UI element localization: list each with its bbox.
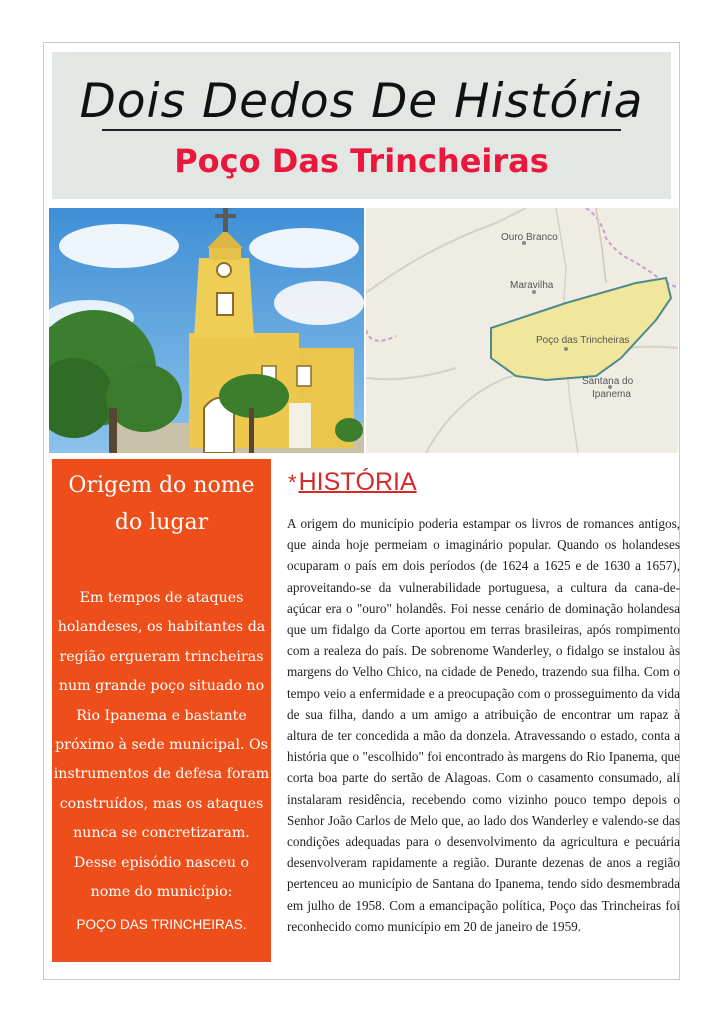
map-label-ouro-branco: Ouro Branco — [501, 232, 558, 243]
history-heading — [288, 468, 417, 497]
map-label-ipanema: Ipanema — [592, 389, 631, 400]
church-photo — [49, 208, 364, 453]
map-label-poco: Poço das Trincheiras — [536, 335, 630, 346]
sidebar-title: Origem do nome do lugar — [68, 473, 255, 535]
history-heading-text: HISTÓRIA — [298, 468, 417, 496]
history-body: A origem do município poderia estampar os livros de romances antigos, que ainda hoje permeiam o imaginário popular. Quando os holandeses ocuparam o país em dois períodos (de 1624 a 1625 e de 1630 a 1657), aproveitando-se da vulnerabilidade portuguesa, a cultura da cana-de-açúcar era o "ouro" holandês. Foi nesse cenário de dominação holandesa que um fidalgo da Corte aportou em terras brasileiras, após rompimento com a realeza do país. De sobrenome Wanderley, o fidalgo se instalou às margens do Velho Chico, na cidade de Penedo, trazendo sua filha. Com o tempo veio a enfermidade e a preocupação com o prosseguimento da vida de sua filha, dando a um amigo a atribuição de encontrar um rapaz à altura de ter concedida a mão da donzela. Atravessando o estado, conta a história que o "escolhido" foi encontrado às margens do Rio Ipanema, que corta boa parte do sertão de Alagoas. Com o casamento consumado, ali instalaram residência, recebendo como vizinho pouco tempo depois o Senhor João Carlos de Melo que, ao lado dos Wanderley e valendo-se das condições adequadas para o desenvolvimento da agricultura e pecuária desenvolveram rapidamente a região. Durante dezenas de anos a região pertenceu ao município de Santana do Ipanema, tendo sido desmembrada em julho de 1958. Com a emancipação política, Poço das Trincheiras foi reconhecido como município em 20 de janeiro de 1959. — [287, 516, 680, 934]
map-label-santana: Santana do — [582, 376, 634, 387]
sidebar-text: Em tempos de ataques holandeses, os habitantes da região ergueram trincheiras num grande poço situado no Rio Ipanema e bastante próximo à sede municipal. Os instrumentos de defesa foram construídos, mas os ataques nunca se concretizaram. Desse episódio nasceu o nome do município: — [53, 590, 270, 901]
page-title: Dois Dedos De História — [79, 74, 644, 129]
map-label-maravilha: Maravilha — [510, 280, 554, 291]
location-map — [366, 208, 678, 453]
origin-sidebar — [52, 459, 271, 962]
page-subtitle: Poço Das Trincheiras — [174, 142, 549, 180]
sidebar-place-name: POÇO DAS TRINCHEIRAS. — [76, 917, 247, 933]
sidebar-text-block — [52, 584, 271, 940]
title-underline — [102, 129, 621, 131]
heading-asterisk: * — [288, 470, 297, 495]
header-banner — [52, 52, 671, 199]
